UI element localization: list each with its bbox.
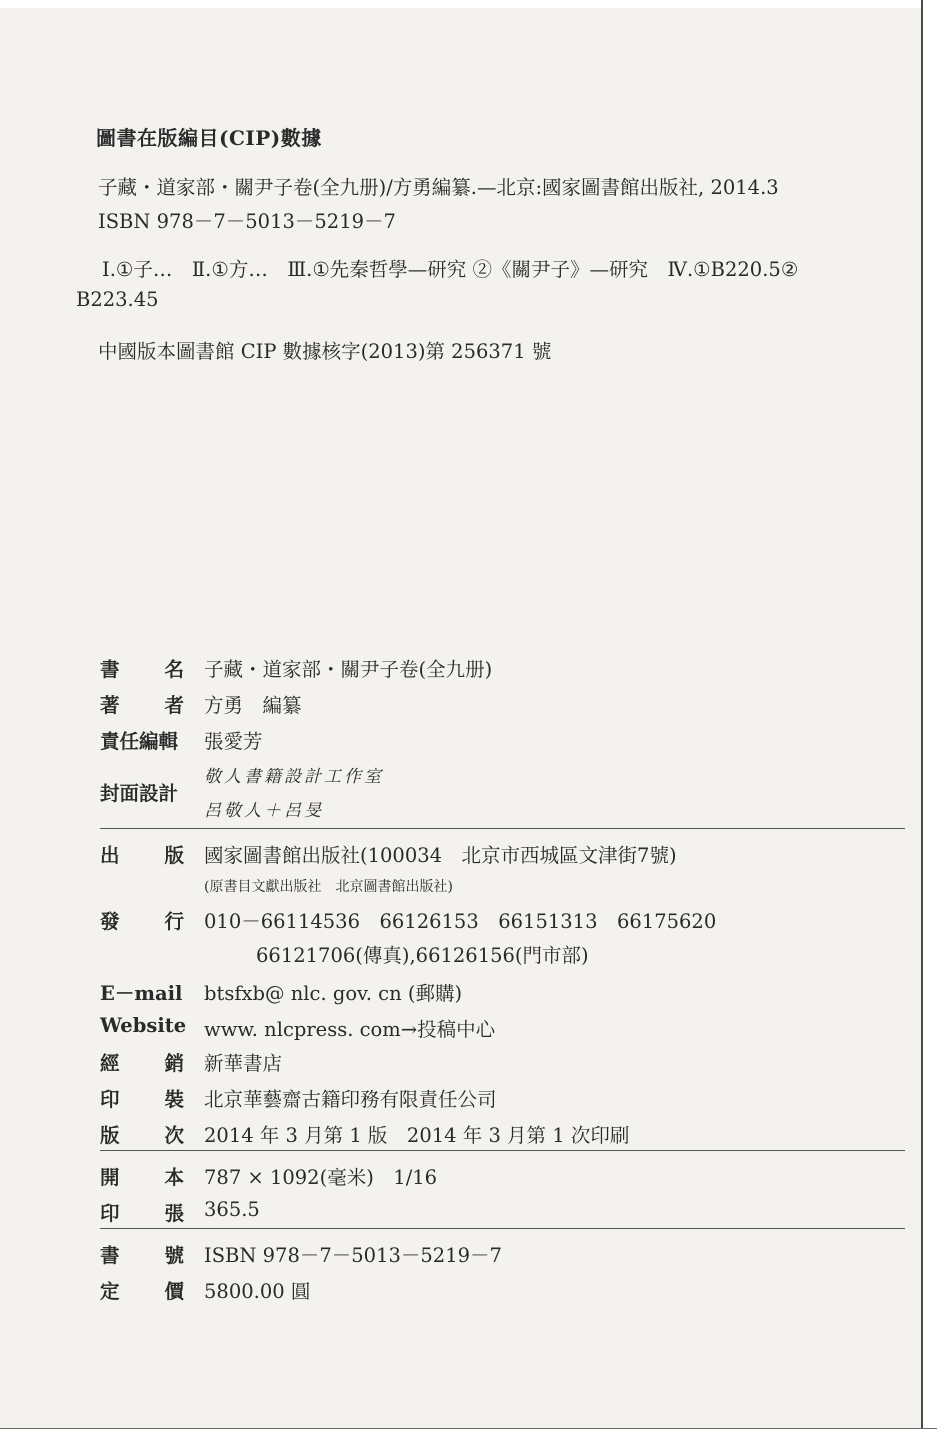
value-format: 787 × 1092(毫米) 1/16: [204, 1166, 438, 1189]
value-price: 5800.00 圓: [204, 1280, 311, 1303]
cip-line-record-number: 中國版本圖書館 CIP 數據核字(2013)第 256371 號: [98, 340, 552, 363]
value-title: 子藏・道家部・關尹子卷(全九册): [204, 658, 493, 681]
label-edition: 版 次: [100, 1124, 184, 1147]
value-distribution-fax: 66121706(傳真),66126156(門市部): [256, 944, 589, 967]
value-cover-studio: 敬人書籍設計工作室: [204, 767, 384, 787]
value-printer: 北京華藝齋古籍印務有限責任公司: [204, 1088, 497, 1111]
cip-line-title: 子藏・道家部・關尹子卷(全九册)/方勇編纂.—北京:國家圖書館出版社, 2014.3: [98, 176, 779, 199]
label-title: 書 名: [100, 658, 184, 681]
label-price: 定 價: [100, 1280, 184, 1303]
label-publisher: 出 版: [100, 844, 184, 867]
value-edition: 2014 年 3 月第 1 版 2014 年 3 月第 1 次印刷: [204, 1124, 630, 1147]
page-right-edge: [921, 0, 937, 1439]
label-sheets: 印 張: [100, 1202, 184, 1225]
page-top-edge: [0, 0, 937, 8]
value-author: 方勇 編纂: [204, 694, 302, 717]
value-website: www. nlcpress. com→投稿中心: [204, 1018, 496, 1041]
label-cover: 封面設計: [100, 782, 179, 805]
label-isbn: 書 號: [100, 1244, 184, 1267]
value-publisher: 國家圖書館出版社(100034 北京市西城區文津街7號): [204, 844, 677, 867]
label-distribution: 發 行: [100, 910, 184, 933]
label-website: Website: [100, 1014, 187, 1037]
label-email: E－mail: [100, 982, 183, 1005]
cip-line-isbn: ISBN 978－7－5013－5219－7: [98, 210, 396, 233]
label-printer: 印 裝: [100, 1088, 184, 1111]
value-editor: 張愛芳: [204, 730, 263, 753]
value-email: btsfxb@ nlc. gov. cn (郵購): [204, 982, 463, 1005]
cip-line-classification: Ⅰ.①子… Ⅱ.①方… Ⅲ.①先秦哲學—研究 ②《關尹子》—研究 Ⅳ.①B220.5②: [102, 258, 799, 281]
label-editor: 責任編輯: [100, 730, 179, 753]
value-distribution-phones: 010－66114536 66126153 66151313 66175620: [204, 910, 717, 933]
value-sheets: 365.5: [204, 1198, 260, 1221]
label-format: 開 本: [100, 1166, 184, 1189]
page-bottom-edge: [0, 1428, 937, 1439]
value-dealer: 新華書店: [204, 1052, 283, 1075]
divider-1: [100, 828, 905, 829]
cip-line-classification-cont: B223.45: [76, 288, 159, 311]
divider-2: [100, 1150, 905, 1151]
value-publisher-former-names: (原書目文獻出版社 北京圖書館出版社): [204, 879, 453, 895]
label-author: 著 者: [100, 694, 184, 717]
value-cover-designers: 呂敬人＋呂旻: [204, 801, 324, 821]
label-dealer: 經 銷: [100, 1052, 184, 1075]
divider-3: [100, 1228, 905, 1229]
cip-title: 圖書在版編目(CIP)數據: [96, 126, 322, 150]
value-isbn: ISBN 978－7－5013－5219－7: [204, 1244, 502, 1267]
